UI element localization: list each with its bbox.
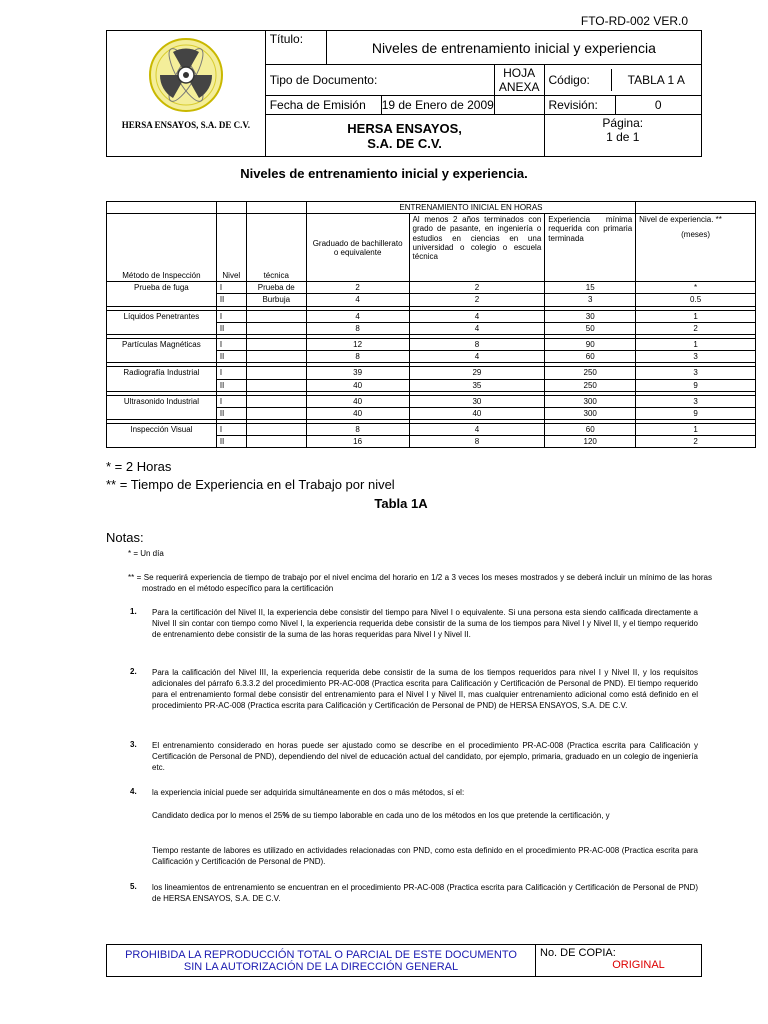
note-4-number: 4. <box>130 787 137 796</box>
graduado-cell: 2 <box>306 282 409 294</box>
date-value: 19 de Enero de 2009 <box>381 98 494 112</box>
experiencia-cell: 60 <box>545 424 636 436</box>
meses-cell: 3 <box>636 367 756 379</box>
date-cell <box>265 96 494 115</box>
dos-anos-cell: 8 <box>409 338 545 350</box>
technique-cell: Prueba de <box>246 282 306 294</box>
technique-cell <box>246 351 306 363</box>
dos-anos-cell: 4 <box>409 310 545 322</box>
page-label: Página: <box>602 116 644 130</box>
note-5-number: 5. <box>130 882 137 891</box>
table-row <box>107 338 756 350</box>
note-2-number: 2. <box>130 667 137 676</box>
legend-star: * = 2 Horas <box>106 459 172 474</box>
table-row <box>107 310 756 322</box>
meses-cell: 1 <box>636 424 756 436</box>
col-meses: (meses) <box>681 230 711 240</box>
table-row <box>107 367 756 379</box>
col-method: Método de Inspección <box>107 214 217 282</box>
training-table <box>106 201 756 448</box>
experiencia-cell: 250 <box>545 367 636 379</box>
col-nivel-exp-label: Nivel de experiencia. ** <box>639 215 722 225</box>
experiencia-cell: 300 <box>545 407 636 419</box>
level-cell: I <box>216 282 246 294</box>
level-cell: II <box>216 407 246 419</box>
dos-anos-cell: 40 <box>409 407 545 419</box>
table-row <box>107 282 756 294</box>
technique-cell <box>246 310 306 322</box>
meses-cell: 2 <box>636 322 756 334</box>
prohibition-line1: PROHIBIDA LA REPRODUCCIÓN TOTAL O PARCIAL DE ESTE DOCUMENTO <box>125 948 517 961</box>
note-2: Para la calificación del Nivel III, la experiencia requerida debe consistir de la suma de los tiempos requeridos para nivel I y Nivel II, y los requisitos adicionales del párrafo 6.3.3.2 del procedimiento PR-AC-008 (Practica escrita para Calificación y Certificación de Personal de PND). El tiempo requerido para el entrenamiento formal debe consistir del entrenamiento para el Nivel I y Nivel II, mas cualquier entrenamiento adicional como está definido en el procedimiento PR-AC-008 (Practica escrita para Calificación y Certificación de Personal de PND) de HERSA ENSAYOS, S.A. DE C.V. <box>152 668 698 710</box>
level-cell: II <box>216 436 246 448</box>
copy-label: No. DE COPIA: <box>540 947 616 959</box>
experiencia-cell: 300 <box>545 395 636 407</box>
copy-cell <box>536 945 702 977</box>
table-row <box>107 424 756 436</box>
graduado-cell: 40 <box>306 395 409 407</box>
dos-anos-cell: 2 <box>409 294 545 306</box>
experiencia-cell: 30 <box>545 310 636 322</box>
level-cell: I <box>216 338 246 350</box>
graduado-cell: 4 <box>306 310 409 322</box>
title-label: Título: <box>265 31 326 65</box>
dos-anos-cell: 4 <box>409 424 545 436</box>
main-title: Niveles de entrenamiento inicial y experiencia. <box>240 166 528 181</box>
note-4a-pre: Candidato dedica por lo menos el 25 <box>152 811 283 820</box>
note-4: la experiencia inicial puede ser adquirida simultáneamente en dos o más métodos, sí el: <box>152 788 465 797</box>
level-cell: II <box>216 322 246 334</box>
table-caption: Tabla 1A <box>374 496 428 511</box>
experiencia-cell: 120 <box>545 436 636 448</box>
technique-cell <box>246 322 306 334</box>
method-name: Partículas Magnéticas <box>107 338 217 362</box>
experiencia-cell: 15 <box>545 282 636 294</box>
note-1: Para la certificación del Nivel II, la experiencia debe consistir del tiempo para Nivel I o equivalente. Si una persona esta siendo calificada directamente a Nivel II sin contar con tiempo como Nivel I, la experiencia requerida debe consistir de la suma de los tiempos para Nivel I y Nivel II, y el tiempo requerido de entrenamiento debe consistir de la suma de las horas requeridas para Nivel I y Nivel II. <box>152 608 698 639</box>
code-value: TABLA 1 A <box>627 73 685 87</box>
table-row <box>107 395 756 407</box>
technique-cell: Burbuja <box>246 294 306 306</box>
level-cell: I <box>216 367 246 379</box>
title-value: Niveles de entrenamiento inicial y experiencia <box>326 31 701 65</box>
graduado-cell: 4 <box>306 294 409 306</box>
technique-cell <box>246 436 306 448</box>
technique-cell <box>246 424 306 436</box>
company-line2: S.A. DE C.V. <box>367 135 442 151</box>
dos-anos-cell: 29 <box>409 367 545 379</box>
dos-anos-cell: 30 <box>409 395 545 407</box>
graduado-cell: 40 <box>306 379 409 391</box>
page-cell <box>544 115 702 157</box>
meses-cell: 1 <box>636 310 756 322</box>
technique-cell <box>246 338 306 350</box>
graduado-cell: 39 <box>306 367 409 379</box>
dos-anos-cell: 8 <box>409 436 545 448</box>
note-4a-percent: % <box>282 811 290 820</box>
footer-table <box>106 944 702 977</box>
note-4a-post: de su tiempo laborable en cada uno de los métodos en los que pretende la certificación, y <box>289 811 610 820</box>
graduado-cell: 12 <box>306 338 409 350</box>
meses-cell: 2 <box>636 436 756 448</box>
meses-cell: * <box>636 282 756 294</box>
company-line1: HERSA ENSAYOS, <box>347 120 462 136</box>
level-cell: II <box>216 294 246 306</box>
method-name: Ultrasonido Industrial <box>107 395 217 419</box>
dos-anos-cell: 35 <box>409 379 545 391</box>
meses-cell: 0.5 <box>636 294 756 306</box>
graduado-cell: 8 <box>306 322 409 334</box>
note-3: El entrenamiento considerado en horas puede ser ajustado como se describe en el procedimiento PR-AC-008 (Practica escrita para Calificación y Certificación de Personal de PND), dependiendo del nivel de educación actual del candidato, por ejemplo, primaria, graduado en un colegio de ingeniería etc. <box>152 741 698 772</box>
revision-cell <box>544 96 702 115</box>
note-5: los lineamientos de entrenamiento se encuentran en el procedimiento PR-AC-008 (Practica escrita para Calificación y Certificación de Personal de PND) de HERSA ENSAYOS, S.A. DE C.V. <box>152 883 698 903</box>
technique-cell <box>246 395 306 407</box>
col-technique: técnica <box>246 214 306 282</box>
note-4a <box>152 810 698 821</box>
doctype-label: Tipo de Documento: <box>265 65 494 96</box>
date-label: Fecha de Emisión <box>266 96 382 114</box>
revision-value: 0 <box>654 98 662 112</box>
col-experiencia: Experiencia mínima requerida con primaria terminada <box>545 214 636 282</box>
meses-cell: 3 <box>636 351 756 363</box>
level-cell: II <box>216 379 246 391</box>
note-star: * = Un día <box>128 549 164 558</box>
experiencia-cell: 60 <box>545 351 636 363</box>
revision-label: Revisión: <box>545 96 616 114</box>
method-name: Radiografía Industrial <box>107 367 217 391</box>
legend-double-star: ** = Tiempo de Experiencia en el Trabajo por nivel <box>106 477 395 492</box>
document-code: FTO-RD-002 VER.0 <box>580 14 688 28</box>
experiencia-cell: 90 <box>545 338 636 350</box>
copy-value: ORIGINAL <box>612 959 665 971</box>
dos-anos-cell: 4 <box>409 322 545 334</box>
graduado-cell: 16 <box>306 436 409 448</box>
company-cell <box>265 115 544 157</box>
technique-cell <box>246 367 306 379</box>
group-header: ENTRENAMIENTO INICIAL EN HORAS <box>306 202 635 214</box>
experiencia-cell: 50 <box>545 322 636 334</box>
method-name: Líquidos Penetrantes <box>107 310 217 334</box>
logo-cell <box>107 31 266 157</box>
level-cell: I <box>216 395 246 407</box>
technique-cell <box>246 407 306 419</box>
technique-cell <box>246 379 306 391</box>
meses-cell: 9 <box>636 407 756 419</box>
col-dos-anos: Al menos 2 años terminados con grado de pasante, en ingeniería o estudios en ciencias en una universidad o colegio o escuela técnica <box>409 214 545 282</box>
note-3-number: 3. <box>130 740 137 749</box>
experiencia-cell: 250 <box>545 379 636 391</box>
code-cell <box>544 65 702 96</box>
dos-anos-cell: 4 <box>409 351 545 363</box>
meses-cell: 9 <box>636 379 756 391</box>
col-graduado: Graduado de bachillerato o equivalente <box>306 214 409 282</box>
dos-anos-cell: 2 <box>409 282 545 294</box>
page-value: 1 de 1 <box>606 130 640 144</box>
method-name: Inspección Visual <box>107 424 217 448</box>
note-double-star: ** = Se requerirá experiencia de tiempo de trabajo por el nivel encima del horario en 1/2 a 3 veces los meses mostrados y se deberá incluir un mínimo de las horas mostrado en el método específico para la certificación <box>128 573 712 593</box>
header-table <box>106 30 702 157</box>
doctype-value: HOJA ANEXA <box>494 65 544 96</box>
notes-title: Notas: <box>106 530 144 545</box>
meses-cell: 1 <box>636 338 756 350</box>
level-cell: I <box>216 310 246 322</box>
meses-cell: 3 <box>636 395 756 407</box>
method-name: Prueba de fuga <box>107 282 217 306</box>
note-4b: Tiempo restante de labores es utilizado en actividades relacionadas con PND, como esta definido en el procedimiento PR-AC-008 (Practica escrita para Calificación y Certificación de Personal de PND). <box>152 846 698 866</box>
prohibition-cell <box>107 945 536 977</box>
col-nivel-exp <box>636 214 756 282</box>
prohibition-line2: SIN LA AUTORIZACIÓN DE LA DIRECCIÓN GENERAL <box>183 960 459 973</box>
experiencia-cell: 3 <box>545 294 636 306</box>
graduado-cell: 8 <box>306 351 409 363</box>
graduado-cell: 40 <box>306 407 409 419</box>
note-1-number: 1. <box>130 607 137 616</box>
company-logo <box>147 36 225 114</box>
code-label: Código: <box>545 69 612 91</box>
col-level: Nivel <box>216 214 246 282</box>
company-name-small: HERSA ENSAYOS, S.A. DE C.V. <box>121 120 250 130</box>
graduado-cell: 8 <box>306 424 409 436</box>
level-cell: I <box>216 424 246 436</box>
level-cell: II <box>216 351 246 363</box>
